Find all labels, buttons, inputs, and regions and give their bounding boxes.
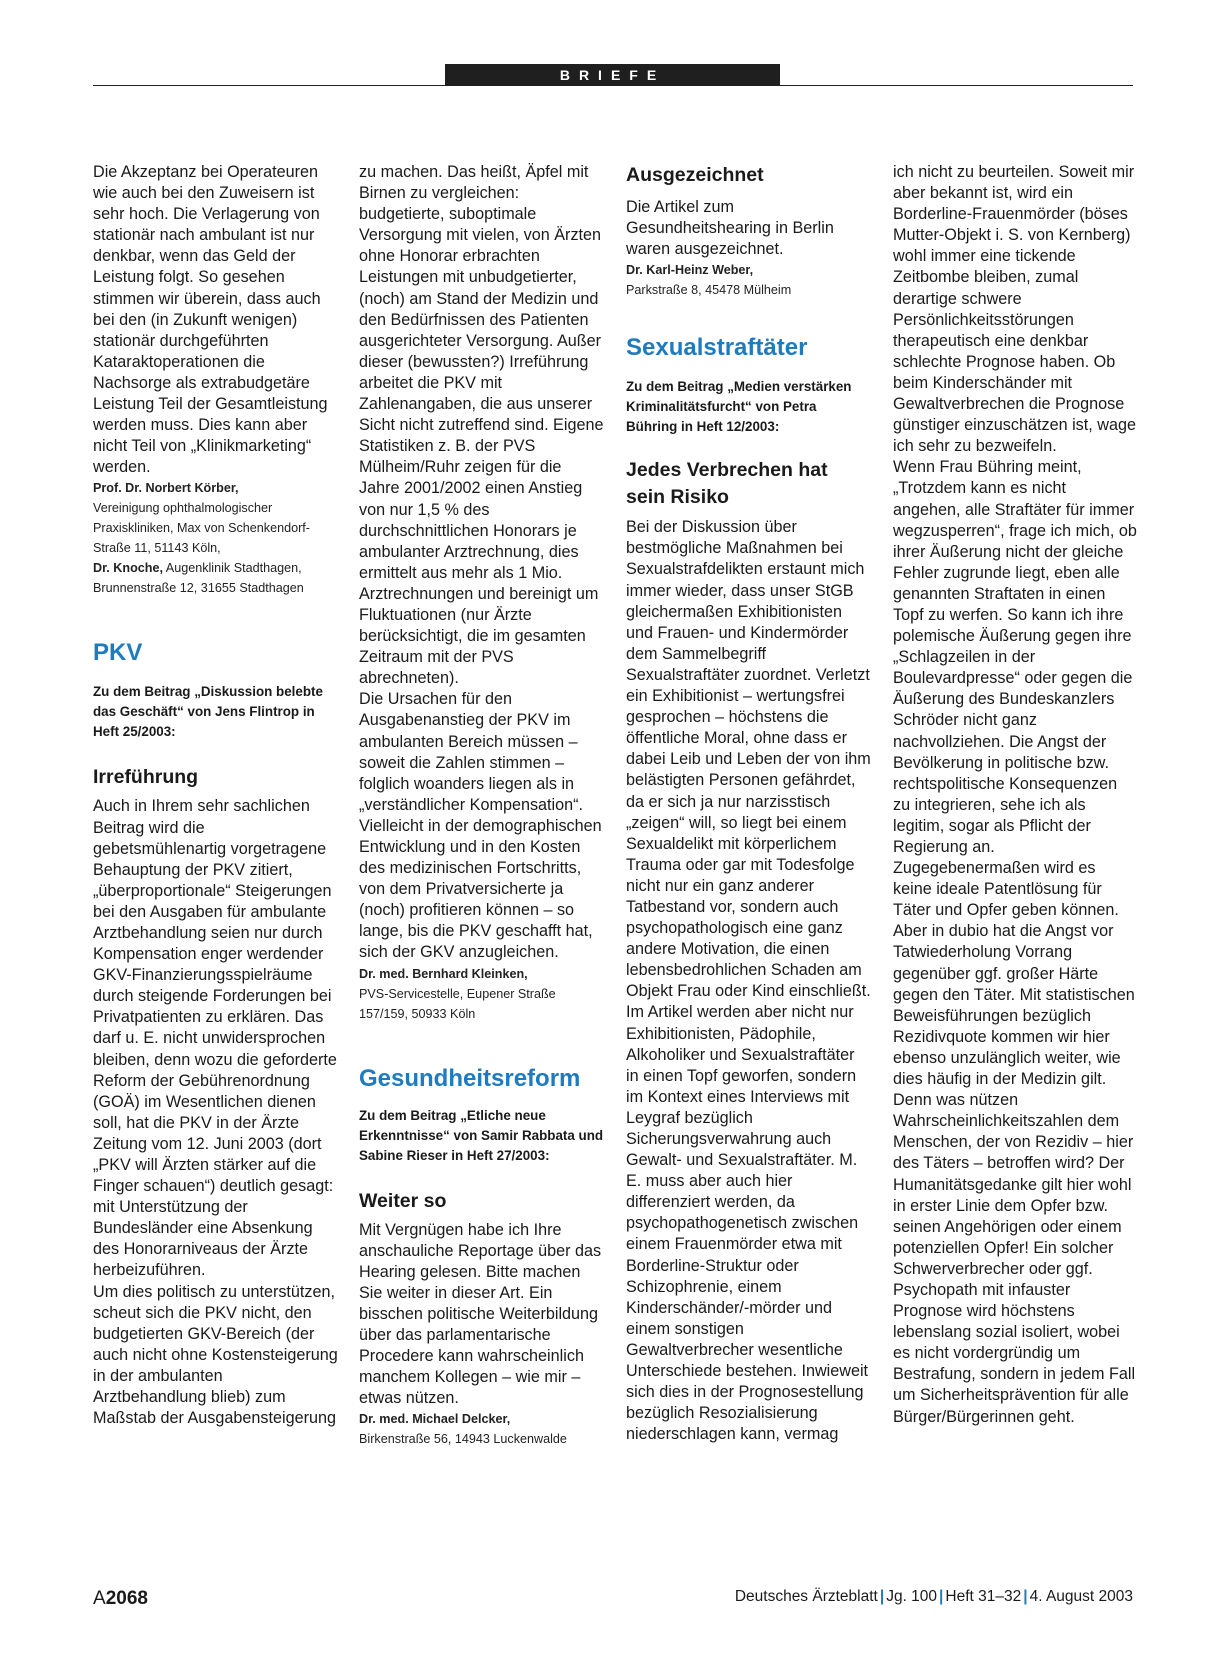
journal-info: Deutsches Ärzteblatt | Jg. 100 | Heft 31–32 | 4. August 2003 [734, 1588, 1133, 1605]
section-label: BRIEFE [445, 64, 780, 86]
letter-signature: Dr. med. Bernhard Kleinken, PVS-Servicestelle, Eupener Straße 157/159, 50933 Köln [359, 966, 556, 1021]
article-reference: Zu dem Beitrag „Diskussion belebte das Geschäft“ von Jens Flintrop in Heft 25/2003: [93, 684, 323, 740]
column-4 [893, 162, 1138, 1428]
letter-paragraph: Wenn Frau Bühring meint, „Trotzdem kann es nicht angehen, alle Straftäter für immer wegzusperren“, frage ich mich, ob ihrer Äußerung nicht der gleiche Fehler zugrunde liegt, eben alle genannten Straftaten in einen Topf zu werfen. So kann ich ihre polemische Äußerung gegen ihre „Schlagzeilen in der Boulevardpresse“ oder gegen die Äußerung des Bundeskanzlers Schröder nicht ganz nachvollziehen. Die Angst der Bevölkerung in politische bzw. rechtspolitische Konsequenzen zu integrieren, sehe ich als legitim, sogar als Pflicht der Regierung an. [893, 458, 1137, 856]
letter-paragraph: Im Artikel werden aber nicht nur Exhibitionisten, Pädophile, Alkoholiker und Sexualstraftäter in einen Topf geworfen, sondern im Kontext eines Interviews mit Leygraf bezüglich Sicherungsverwahrung auch Gewalt- und Sexualstraftäter. M. E. muss aber auch hier differenziert werden, da psychopathogenetisch zwischen einem Frauenmörder etwa mit Borderline-Struktur oder Schizophrenie, einem Kinderschänder/-mörder und einem sonstigen Gewaltverbrecher wesentliche Unterschiede bestehen. Inwieweit sich dies in der Prognosestellung bezüglich Resozialisierung niederschlagen kann, vermag [626, 1003, 869, 1444]
letter-signature: Dr. med. Michael Delcker, Birkenstraße 56, 14943 Luckenwalde [359, 1412, 567, 1447]
letter-paragraph: Die Ursachen für den Ausgabenanstieg der PKV im ambulanten Bereich müssen – soweit die Zahlen stimmen – folglich woanders liegen als in „verständlicher Kompensation“. Vielleicht in der demographischen Entwicklung und in den Kosten des medizinischen Fortschritts, von dem Privatversicherte ja (noch) profitieren können – so lange, bis die PKV geschafft hat, sich der GKV anzugleichen. [359, 690, 602, 962]
letter-paragraph: zu machen. Das heißt, Äpfel mit Birnen zu vergleichen: budgetierte, suboptimale Versorgung mit vielen, von Ärzten ohne Honorar erbrachten Leistungen mit unbudgetierter, (noch) am Stand der Medizin und den Bedürfnissen des Patienten ausgerichteter Versorgung. Außer dieser (bewussten?) Irreführung arbeitet die PKV mit Zahlenangaben, die aus unserer Sicht nicht zutreffend sind. Eigene Statistiken z. B. der PVS Mülheim/Ruhr zeigen für die Jahre 2001/2002 einen Anstieg von nur 1,5 % des durchschnittlichen Honorars je ambulanter Arztrechnung, dies ermittelt aus mehr als 1 Mio. Arztrechnungen und bereinigt um Fluktuationen (nur Ärzte berücksichtigt, die im gesamten Zeitraum mit der PVS abrechneten). [359, 163, 604, 688]
separator: | [879, 1588, 885, 1605]
letter-paragraph: Um dies politisch zu unterstützen, scheut sich die PKV nicht, den budgetierten GKV-Bereich (der auch nicht ohne Kostensteigerung in der ambulanten Arztbehandlung blieb) zum Maßstab der Ausgabensteigerung [93, 1282, 338, 1428]
letter-paragraph: Auch in Ihrem sehr sachlichen Beitrag wird die gebetsmühlenartig vorgetragene Behauptung der PKV zitiert, „überproportionale“ Steigerungen bei den Ausgaben für ambulante Arztbehandlung seien nur durch Kompensation enger werdender GKV-Finanzierungsspielräume durch steigende Forderungen bei Privatpatienten zu erklären. Das darf u. E. nicht unwidersprochen bleiben, denn wozu die geforderte Reform der Gebührenordnung (GOÄ) im Wesentlichen dienen soll, hat die PKV in der Ärzte Zeitung vom 12. Juni 2003 (dort „PKV will Ärzten stärker auf die Finger schauen“) deutlich gesagt: mit Unterstützung der Bundesländer eine Absenkung des Honorarniveaus der Ärzte herbeizuführen. [93, 797, 337, 1280]
separator: | [939, 1588, 944, 1605]
letter-paragraph: Die Artikel zum Gesundheitshearing in Berlin waren ausgezeichnet. [626, 198, 834, 259]
letter-signature: Prof. Dr. Norbert Körber, Vereinigung ophthalmologischer Praxiskliniken, Max von Schenkendorf-Straße 11, 51143 Köln, Dr. Knoche, Augenklinik Stadthagen, Brunnenstraße 12, 31655 Stadthagen [93, 481, 310, 596]
letter-title: Ausgezeichnet [626, 164, 764, 186]
column-3 [626, 162, 871, 1445]
letter-paragraph: Mit Vergnügen habe ich Ihre anschauliche Reportage über das Hearing gelesen. Bitte machen Sie weiter in dieser Art. Ein bisschen politische Weiterbildung über das parlamentarische Procedere kann wahrscheinlich manchem Kollegen – wie mir – etwas nützen. [359, 1220, 602, 1408]
section-heading-sexualstraftaeter: Sexualstraftäter [626, 334, 808, 362]
section-heading-gesundheitsreform: Gesundheitsreform [359, 1064, 581, 1092]
letter-title: Jedes Verbrechen hat sein Risiko [626, 459, 828, 509]
page-number: A2068 [93, 1588, 148, 1609]
letter-paragraph: Die Akzeptanz bei Operateuren wie auch bei den Zuweisern ist sehr hoch. Die Verlagerung von stationär nach ambulant ist nur denkbar, wenn das Geld der Leistung folgt. So gesehen stimmen wir überein, dass auch bei den (in Zukunft wenigen) stationär durchgeführten Kataraktoperationen die Nachsorge als extrabudgetäre Leistung Teil der Gesamtleistung werden muss. Dies kann aber nicht Teil von „Klinikmarketing“ werden. [93, 163, 328, 477]
letter-title: Weiter so [359, 1189, 447, 1212]
letter-paragraph: Zugegebenermaßen wird es keine ideale Patentlösung für Täter und Opfer geben können. Aber in dubio hat die Angst vor Tatwiederholung Vorrang gegenüber ggf. großer Härte gegen den Täter. Mit statistischen Beweisführungen bezüglich Rezidivquote kommen wir hier ebenso unzulänglich weiter, wie dies häufig in der Medizin gilt. Denn was nützen Wahrscheinlichkeitszahlen dem Menschen, der von Rezidiv – hier des Täters – betroffen wird? Der Humanitätsgedanke gilt hier wohl in erster Linie dem Opfer bzw. seinen Angehörigen oder einem potenziellen Opfer! Ein solcher Schwerverbrecher oder ggf. Psychopath mit infauster Prognose wird höchstens lebenslang sozial isoliert, wobei es nicht vordergründig um Bestrafung, sondern in jedem Fall um Sicherheitsprävention für alle Bürger/Bürgerinnen geht. [893, 859, 1136, 1426]
letter-title: Irreführung [93, 766, 199, 789]
column-1 [93, 162, 338, 1429]
column-2 [359, 162, 604, 1449]
article-reference: Zu dem Beitrag „Etliche neue Erkenntnisse“ von Samir Rabbata und Sabine Rieser in Heft 27/2003: [359, 1107, 604, 1163]
letter-paragraph: ich nicht zu beurteilen. Soweit mir aber bekannt ist, wird ein Borderline-Frauenmörder (böses Mutter-Objekt i. S. von Kernberg) wohl immer eine tickende Zeitbombe bleiben, zumal derartige schwere Persönlichkeitsstörungen therapeutisch eine denkbar schlechte Prognose haben. Ob beim Kinderschänder mit Gewaltverbrechen die Prognose günstiger einzuschätzen ist, wage ich sehr zu bezweifeln. [893, 163, 1136, 456]
letter-signature: Dr. Karl-Heinz Weber, Parkstraße 8, 45478 Mülheim [626, 263, 792, 298]
article-reference: Zu dem Beitrag „Medien verstärken Kriminalitätsfurcht“ von Petra Bühring in Heft 12/2003: [626, 379, 852, 435]
section-heading-pkv: PKV [93, 639, 143, 667]
separator: | [1023, 1588, 1028, 1605]
letter-paragraph: Bei der Diskussion über bestmögliche Maßnahmen bei Sexualstrafdelikten erstaunt mich immer wieder, dass unser StGB gleichermaßen Exhibitionisten und Frauen- und Kindermörder dem Sammelbegriff Sexualstraftäter zuordnet. Verletzt ein Exhibitionist – wertungsfrei gesprochen – höchstens die öffentliche Moral, ohne dass er dabei Leib und Leben der von ihm belästigten Personen gefährdet, da er sich ja nur narzisstisch „zeigen“ will, so liegt bei einem Sexualdelikt mit körperlichem Trauma oder gar mit Todesfolge nicht nur ein ganz anderer Tatbestand vor, sondern auch psychopathologisch eine ganz andere Motivation, die einen lebensbedrohlichen Schaden am Objekt Frau oder Kind einschließt. [626, 518, 871, 1001]
